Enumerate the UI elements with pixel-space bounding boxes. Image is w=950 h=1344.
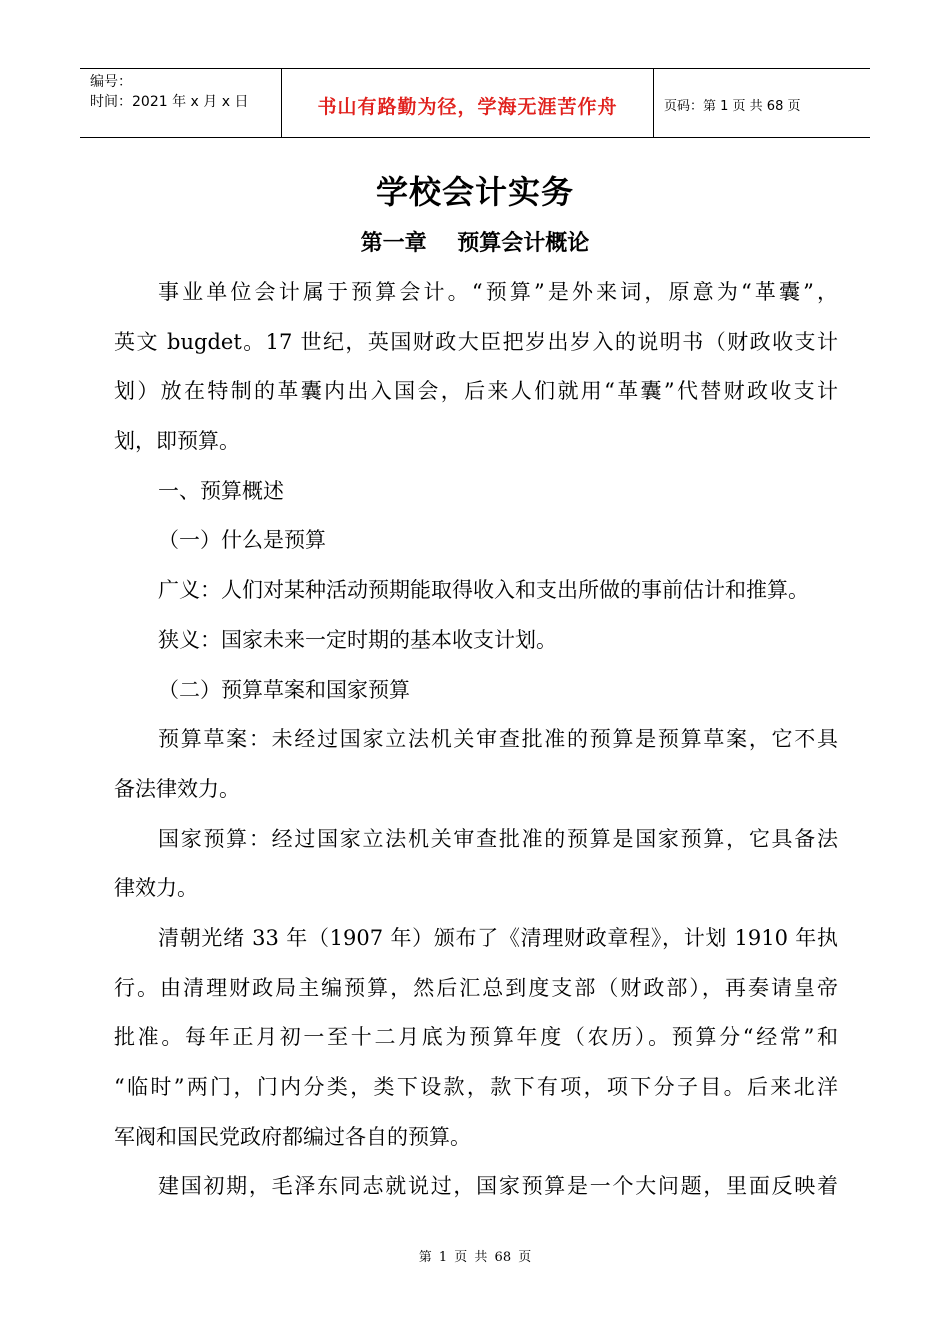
header-motto: 书山有路勤为径，学海无涯苦作舟: [317, 95, 618, 118]
header-page-info: 页码：第 1 页 共 68 页: [664, 99, 801, 114]
body-line: 建国初期，毛泽东同志就说过，国家预算是一个大问题，里面反映着: [158, 1174, 838, 1199]
document-number-label: 编号：: [90, 74, 132, 90]
body-line: 国家预算：经过国家立法机关审查批准的预算是国家预算，它具备法: [158, 826, 838, 851]
body-line: 划）放在特制的革囊内出入国会，后来人们就用“革囊”代替财政收支计: [114, 379, 838, 404]
header-motto-cell: [282, 69, 654, 137]
header-meta-cell: [80, 69, 282, 137]
body-line: 英文 bugdet。17 世纪，英国财政大臣把岁出岁入的说明书（财政收支计: [114, 329, 838, 354]
body-line: 批准。每年正月初一至十二月底为预算年度（农历）。预算分“经常”和: [114, 1025, 838, 1050]
document-title: 学校会计实务: [375, 173, 574, 211]
body-line: 狭义：国家未来一定时期的基本收支计划。: [158, 627, 557, 652]
body-line: 军阀和国民党政府都编过各自的预算。: [114, 1124, 471, 1149]
body-line: 清朝光绪 33 年（1907 年）颁布了《清理财政章程》，计划 1910 年执: [158, 925, 838, 950]
body-line: 行。由清理财政局主编预算，然后汇总到度支部（财政部），再奏请皇帝: [114, 975, 838, 1000]
body-line: 事业单位会计属于预算会计。“预算”是外来词，原意为“革囊”，: [158, 280, 838, 304]
document-body: [114, 268, 838, 1212]
body-line: 划，即预算。: [114, 429, 240, 454]
body-line: 备法律效力。: [114, 776, 240, 801]
subsection-heading: （二）预算草案和国家预算: [158, 677, 410, 702]
chapter-title: 第一章 预算会计概论: [360, 231, 590, 256]
document-date-label: 时间：2021 年 x 月 x 日: [90, 94, 249, 110]
body-line: “临时”两门，门内分类，类下设款，款下有项，项下分子目。后来北洋: [114, 1075, 838, 1099]
subsection-heading: （一）什么是预算: [158, 528, 326, 553]
body-line: 预算草案：未经过国家立法机关审查批准的预算是预算草案，它不具: [158, 727, 838, 752]
header-page-cell: [654, 69, 870, 137]
body-line: 律效力。: [114, 876, 198, 901]
page-footer: 第 1 页 共 68 页: [418, 1250, 532, 1265]
body-line: 广义：人们对某种活动预期能取得收入和支出所做的事前估计和推算。: [158, 578, 809, 603]
header-table: [80, 68, 870, 138]
section-heading: 一、预算概述: [158, 478, 284, 503]
